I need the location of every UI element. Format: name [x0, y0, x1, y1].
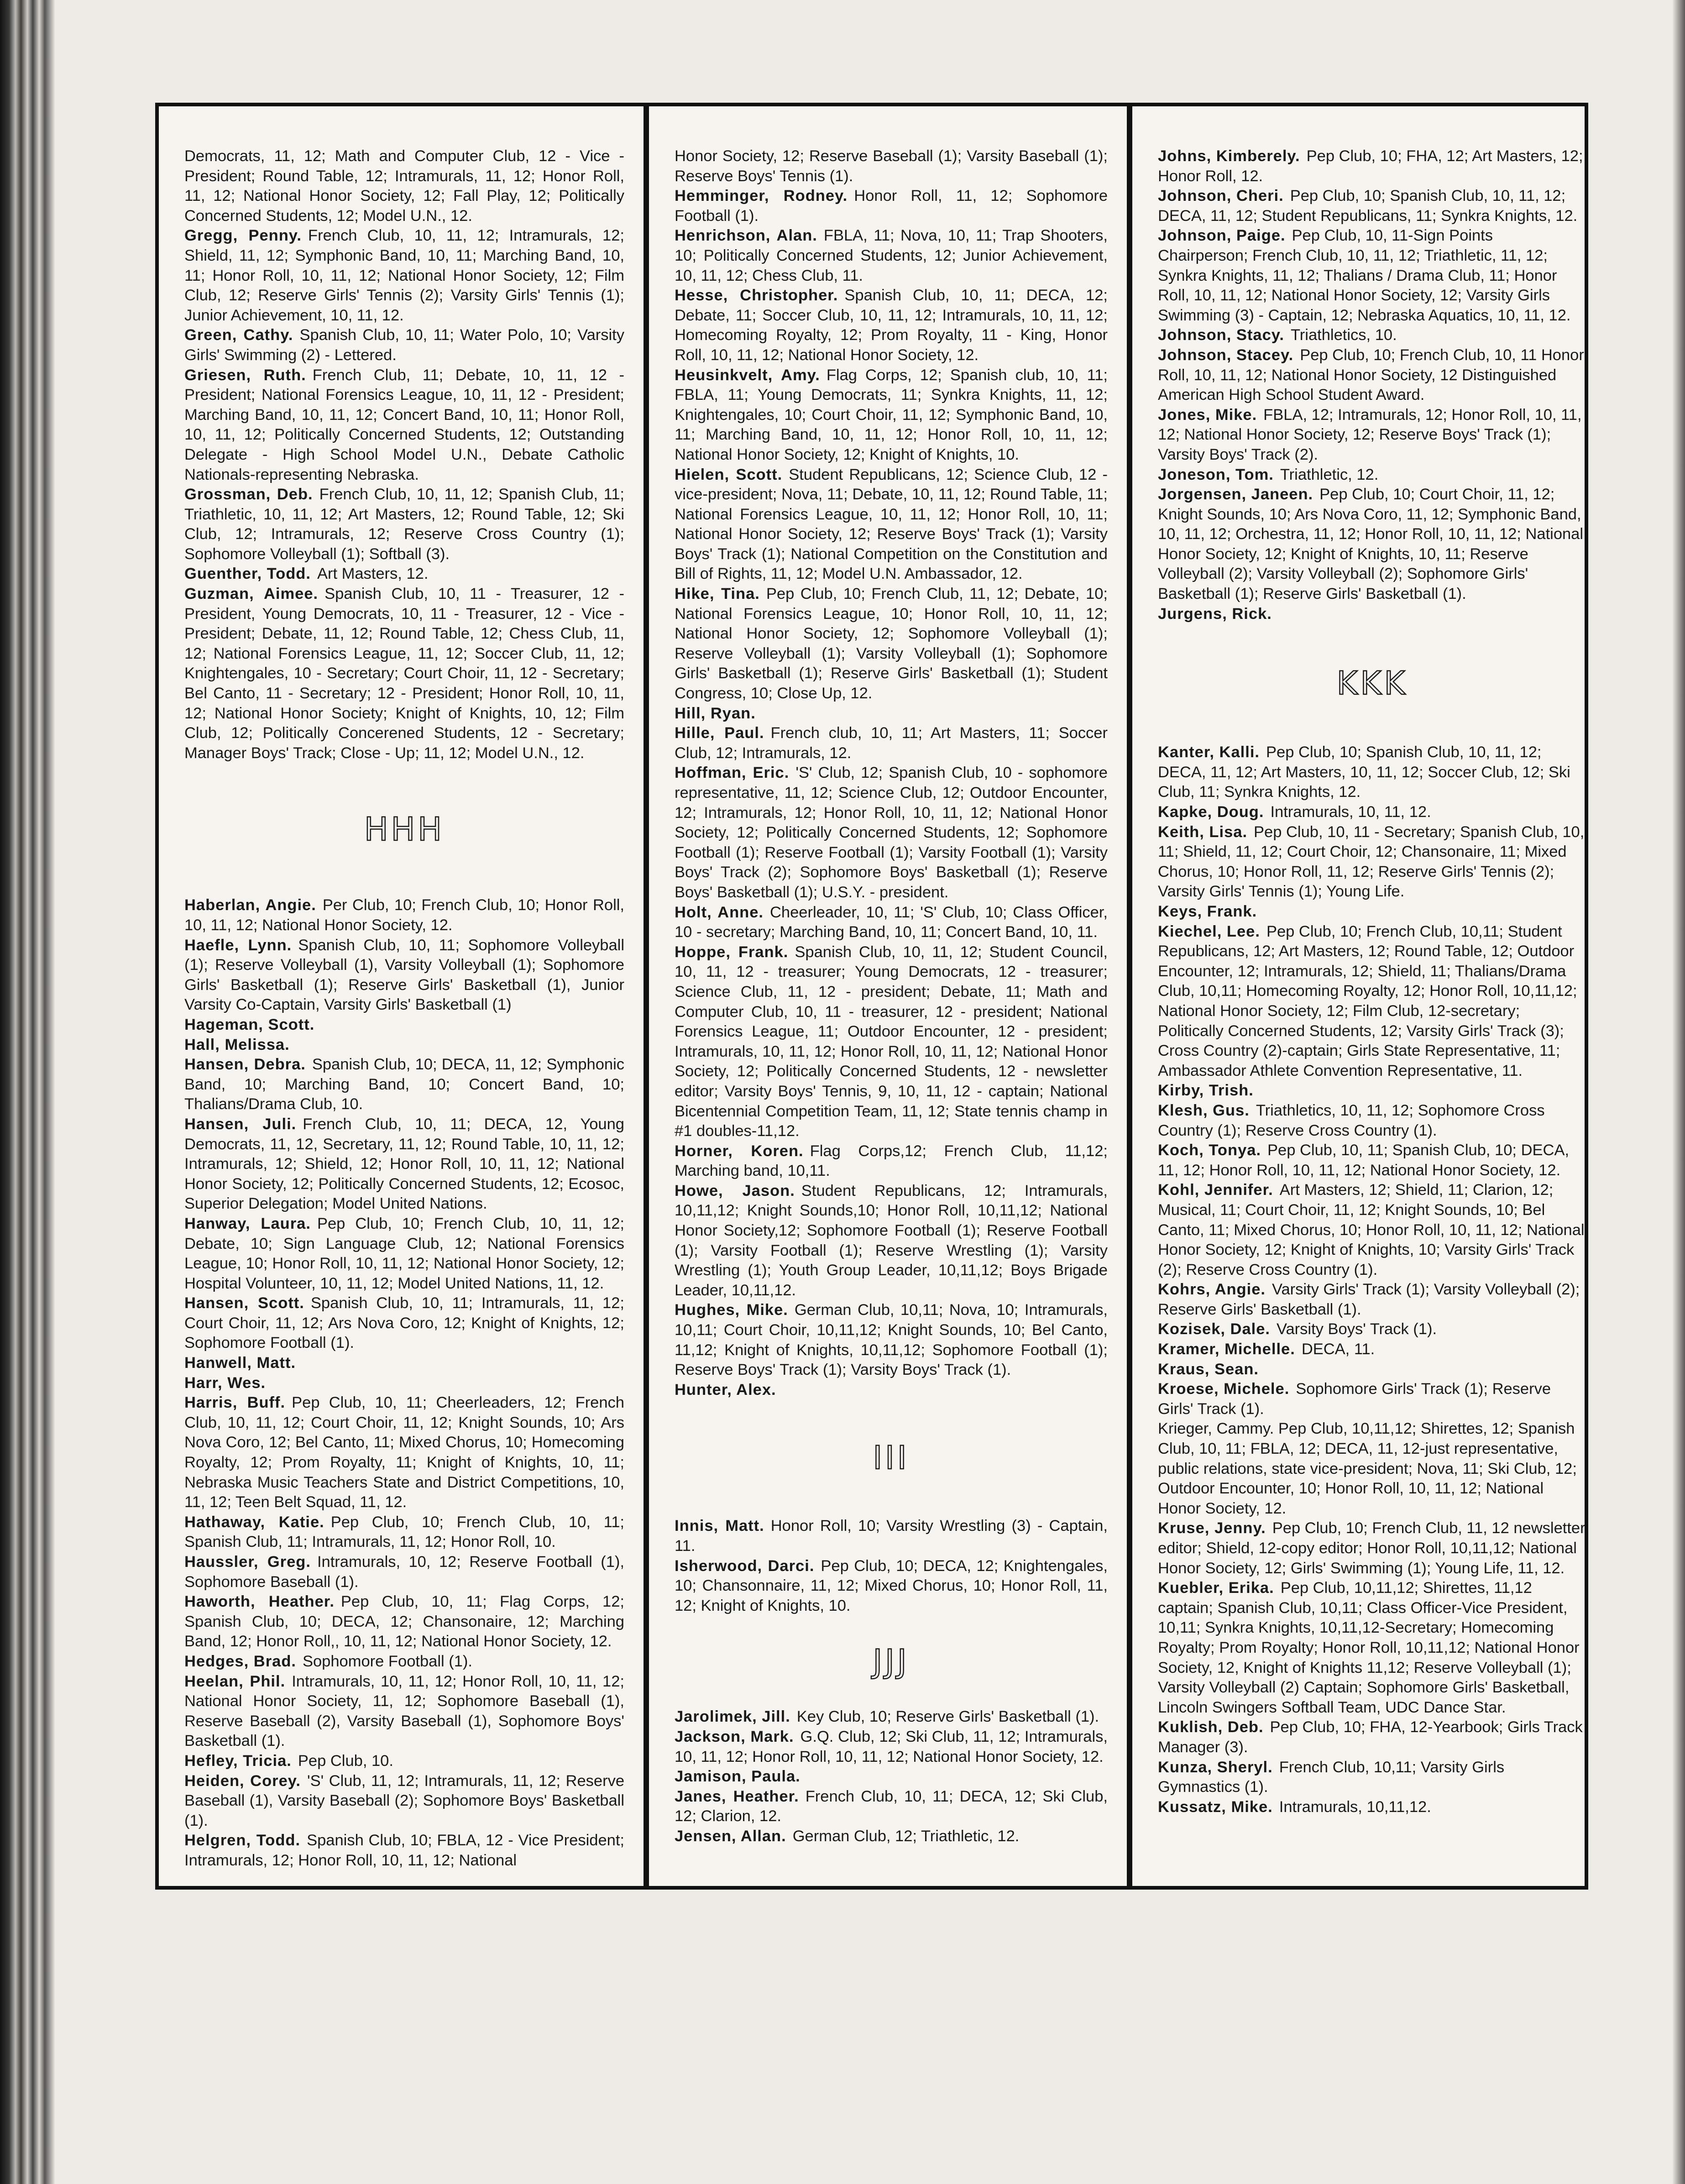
student-entry	[675, 465, 1108, 585]
section-header-h: HHH	[364, 811, 445, 848]
student-name: Hansen, Scott.	[184, 1294, 304, 1312]
student-activities: Spanish Club, 10, 11; DECA, 12; Debate, 11; Soccer Club, 10, 11, 12; Intramurals, 10, 11, 12; Homecoming Royalty, 12; Prom Royalty, 11 - King, Honor Roll, 10, 11, 12; National Honor Society, 12.	[675, 287, 1108, 364]
entry-list	[1158, 147, 1586, 624]
student-entry	[1158, 1141, 1586, 1180]
student-name: Hageman, Scott.	[184, 1016, 315, 1033]
student-name: Hike, Tina.	[675, 585, 760, 603]
student-entry	[675, 763, 1108, 902]
student-name: Kramer, Michelle.	[1158, 1341, 1295, 1358]
student-activities: French Club, 10, 11; DECA, 12, Young Democrats, 11, 12, Secretary, 11, 12; Round Table, 10, 11, 12; Intramurals, 12; Shield, 12; Honor Roll, 10, 11, 12; National Honor Society, 12; Politically Concerned Students, 12; Ecosoc, Superior Delegation; Model United Nations.	[184, 1115, 624, 1213]
student-name: Hedges, Brad.	[184, 1652, 296, 1670]
column-2	[649, 106, 1127, 1886]
student-name: Johnson, Cheri.	[1158, 187, 1284, 205]
student-name: Kirby, Trish.	[1158, 1082, 1254, 1100]
student-entry	[184, 1592, 624, 1652]
student-entry	[1158, 604, 1586, 624]
student-activities: Spanish Club, 10, 11; Sophomore Volleyball (1); Reserve Volleyball (1), Varsity Volleyball (1); Sophomore Girls' Basketball (1); Reserve Girls' Basketball (1), Junior Varsity Co-Captain, Varsity Girls' Basketball (1)	[184, 936, 624, 1014]
student-activities: Per Club, 10; French Club, 10; Honor Roll, 10, 11, 12; National Honor Society, 12.	[184, 896, 624, 934]
student-name: Hoppe, Frank.	[675, 943, 789, 961]
student-name: Johnson, Stacey.	[1158, 346, 1294, 364]
student-entry	[184, 1035, 624, 1055]
page-edge	[1672, 0, 1685, 2184]
student-entry	[675, 903, 1108, 943]
student-name: Hielen, Scott.	[675, 466, 783, 483]
student-entry	[675, 286, 1108, 365]
student-activities: G.Q. Club, 12; Ski Club, 11, 12; Intramurals, 10, 11, 12; Honor Roll, 10, 11, 12; National Honor Society, 12.	[675, 1728, 1108, 1765]
student-activities: Art Masters, 12.	[317, 565, 429, 583]
student-entry	[1158, 465, 1586, 485]
student-name: Kraus, Sean.	[1158, 1360, 1259, 1378]
student-entry	[1158, 922, 1586, 1081]
student-activities: Honor Roll, 11, 12; Sophomore Football (1).	[675, 187, 1108, 225]
student-name: Kiechel, Lee.	[1158, 922, 1260, 940]
student-name: Henrichson, Alan.	[675, 227, 817, 245]
student-entry	[1158, 1578, 1586, 1718]
student-activities: Pep Club, 10, 11; Cheerleaders, 12; French Club, 10, 11, 12; Court Choir, 11, 12; Knight Sounds, 10; Ars Nova Coro, 12; Bel Canto, 11; Mixed Chorus, 10; Homecoming Royalty, 12; Prom Royalty, 11; Knight of Knights, 10, 11; Nebraska Music Teachers State and District Competitions, 10, 11, 12; Teen Belt Squad, 11, 12.	[184, 1394, 624, 1511]
student-name: Johnson, Stacy.	[1158, 326, 1285, 344]
student-entry	[675, 1181, 1108, 1301]
student-activities: Pep Club, 10; French Club, 10,11; Student Republicans, 12; Art Masters, 12; Round Table, 12; Outdoor Encounter, 12; Intramurals, 12; Shield, 11; Thalians/Drama Club, 10,11; Homecoming Royalty, 12; Honor Roll, 10,11,12; National Honor Society, 12; Film Club, 12-secretary; Politically Concerned Students, 12; Varsity Girls' Track (3); Cross Country (2)-captain; Girls State Representative, 11; Ambassador Athlete Convention Representative, 11.	[1158, 922, 1577, 1079]
student-name: Heusinkvelt, Amy.	[675, 366, 820, 384]
student-activities: Pep Club, 10, 11-Sign Points Chairperson; French Club, 10, 11, 12; Triathletic, 11, 12; Synkra Knights, 11, 12; Thalians / Drama Club, 11; Honor Roll, 10, 11, 12; National Honor Society, 12; Varsity Girls Swimming (3) - Captain, 12; Nebraska Aquatics, 10, 11, 12.	[1158, 227, 1571, 324]
student-name: Kapke, Doug.	[1158, 803, 1264, 821]
student-activities: German Club, 10,11; Nova, 10; Intramurals, 10,11; Court Choir, 10,11,12; Knight Sounds, 10; Bel Canto, 11,12; Knight of Knights, 10,11,12; Sophomore Football (1); Reserve Boys' Track (1); Varsity Boys' Track (1).	[675, 1301, 1108, 1379]
student-name: Hanway, Laura.	[184, 1215, 311, 1232]
student-activities: Intramurals, 10, 11, 12; Honor Roll, 10, 11, 12; National Honor Society, 11, 12; Sophomore Baseball (1), Reserve Baseball (2), Varsity Baseball (1), Sophomore Boys' Basketball (1).	[184, 1672, 625, 1750]
section-header-i: III	[873, 1439, 910, 1477]
student-entry	[675, 226, 1108, 286]
student-activities: French Club, 10,11; Varsity Girls Gymnastics (1).	[1158, 1758, 1505, 1796]
student-name: Hanwell, Matt.	[184, 1354, 296, 1372]
student-activities: Pep Club, 10, 11; Flag Corps, 12; Spanish Club, 10; DECA, 12; Chansonaire, 12; Marching Band, 12; Honor Roll,, 10, 11, 12; National Honor Society, 12.	[184, 1593, 624, 1650]
student-entry	[675, 186, 1108, 226]
student-entry	[184, 564, 624, 584]
student-name: Hughes, Mike.	[675, 1301, 788, 1319]
student-entry	[675, 147, 1108, 186]
student-activities: Triathletic, 12.	[1280, 466, 1379, 483]
student-name: Griesen, Ruth.	[184, 366, 306, 384]
student-entry	[675, 943, 1108, 1142]
student-entry	[1158, 1340, 1586, 1360]
student-activities: Sophomore Girls' Track (1); Reserve Girls' Track (1).	[1158, 1380, 1551, 1418]
student-entry	[1158, 147, 1586, 186]
student-entry	[184, 325, 624, 365]
student-activities: Honor Roll, 10; Varsity Wrestling (3) - Captain, 11.	[675, 1517, 1108, 1555]
student-activities: Spanish Club, 10, 11, 12; Student Council, 10, 11, 12 - treasurer; Young Democrats, 12 - treasurer; Science Club, 11, 12 - president; Debate, 11; Math and Computer Club, 10, 11 - treasurer, 12 - president; National Forensics League, 11; Outdoor Encounter, 12 - president; Intramurals, 10, 11, 12; Honor Roll, 10, 11, 12; National Honor Society, 12; Politically Concerned Students, 12 - newsletter editor; Varsity Boys' Tennis, 9, 10, 11, 12 - captain; National Bicentennial Competition Team, 11, 12; State tennis champ in #1 doubles-11,12.	[675, 943, 1108, 1140]
student-activities: Intramurals, 10, 11, 12.	[1270, 803, 1431, 821]
student-name: Kuebler, Erika.	[1158, 1579, 1274, 1597]
student-name: Kruse, Jenny.	[1158, 1519, 1266, 1537]
student-activities: Flag Corps, 12; Spanish club, 10, 11; FBLA, 11; Young Democrats, 11; Synkra Knights, 11, 12; Knightengales, 10; Court Choir, 11, 12; Symphonic Band, 10, 11; Marching Band, 10, 11, 12; Honor Roll, 10, 11, 12; National Honor Society, 12; Knight of Knights, 10.	[675, 366, 1108, 463]
student-name: Hill, Ryan.	[675, 704, 756, 722]
student-entry	[184, 485, 624, 564]
student-name: Hille, Paul.	[675, 724, 764, 742]
student-name: Kussatz, Mike.	[1158, 1798, 1273, 1816]
student-activities: French Club, 11; Debate, 10, 11, 12 - President; National Forensics League, 10, 11, 12 - President; Marching Band, 10, 11, 12; Concert Band, 10, 11; Honor Roll, 10, 11, 12; Politically Concerned Students, 12; Outstanding Delegate - High School Model U.N., Debate Catholic Nationals-representing Nebraska.	[184, 366, 624, 483]
student-name: Guzman, Aimee.	[184, 585, 319, 603]
student-activities: Triathletics, 10.	[1291, 326, 1397, 344]
student-entry	[675, 1300, 1108, 1380]
student-activities: Pep Club, 10; French Club, 10, 11, 12; Debate, 10; Sign Language Club, 12; National Forensics League, 10; Honor Roll, 10, 11, 12; National Honor Society, 12; Hospital Volunteer, 10, 11, 12; Model United Nations, 11, 12.	[184, 1215, 624, 1292]
student-activities: French club, 10, 11; Art Masters, 11; Soccer Club, 12; Intramurals, 12.	[675, 724, 1108, 762]
page-frame	[155, 103, 1588, 1890]
student-activities: Cheerleader, 10, 11; 'S' Club, 10; Class Officer, 10 - secretary; Marching Band, 10, 11; Concert Band, 10, 11.	[675, 903, 1108, 941]
student-entry	[675, 723, 1108, 763]
student-name: Kohl, Jennifer.	[1158, 1181, 1273, 1199]
student-activities: French Club, 10, 11; DECA, 12; Ski Club, 12; Clarion, 12.	[675, 1787, 1108, 1825]
student-entry	[184, 1115, 624, 1214]
student-name: Harr, Wes.	[184, 1374, 266, 1392]
student-name: Johnson, Paige.	[1158, 227, 1286, 245]
student-name: Janes, Heather.	[675, 1787, 799, 1805]
student-entry	[184, 1513, 624, 1552]
student-entry	[184, 366, 624, 485]
student-name: Innis, Matt.	[675, 1517, 764, 1535]
student-name: Holt, Anne.	[675, 903, 764, 921]
student-name: Kunza, Sheryl.	[1158, 1758, 1273, 1776]
student-name: Guenther, Todd.	[184, 565, 311, 583]
student-entry	[1158, 822, 1586, 902]
student-activities: Democrats, 11, 12; Math and Computer Club, 12 - Vice - President; Round Table, 12; Intramurals, 11, 12; Honor Roll, 11, 12; National Honor Society, 12; Fall Play, 12; Politically Concerned Students, 12; Model U.N., 12.	[184, 147, 624, 225]
student-entry	[184, 1353, 624, 1373]
student-entry	[675, 1516, 1108, 1556]
student-activities: Pep Club, 10; FHA, 12-Yearbook; Girls Track Manager (3).	[1158, 1718, 1583, 1756]
student-entry	[675, 366, 1108, 465]
student-name: Jensen, Allan.	[675, 1827, 786, 1845]
student-entry	[1158, 1081, 1586, 1101]
student-activities: Intramurals, 10, 12; Reserve Football (1), Sophomore Baseball (1).	[184, 1553, 625, 1591]
student-activities: Pep Club, 10; Court Choir, 11, 12; Knight Sounds, 10; Ars Nova Coro, 11, 12; Symphonic Band, 10, 11, 12; Orchestra, 11, 12; Honor Roll, 10, 11, 12; National Honor Society, 12; Knight of Knights, 10, 11; Reserve Volleyball (2); Varsity Volleyball (2); Sophomore Girls' Basketball (1); Reserve Girls' Basketball (1).	[1158, 486, 1584, 603]
student-activities: Varsity Girls' Track (1); Varsity Volleyball (2); Reserve Girls' Basketball (1).	[1158, 1281, 1580, 1318]
student-name: Kuklish, Deb.	[1158, 1718, 1264, 1736]
student-activities: FBLA, 11; Nova, 10, 11; Trap Shooters, 10; Politically Concerned Students, 12; Junior Achievement, 10, 11, 12; Chess Club, 11.	[675, 227, 1108, 284]
column-divider	[1127, 106, 1132, 1886]
student-name: Jarolimek, Jill.	[675, 1708, 790, 1726]
student-entry	[184, 1015, 624, 1035]
student-name: Hoffman, Eric.	[675, 764, 790, 782]
student-name: Hansen, Debra.	[184, 1056, 306, 1074]
student-activities: French Club, 10, 11, 12; Intramurals, 12; Shield, 11, 12; Symphonic Band, 10, 11; Marching Band, 10, 11; Honor Roll, 10, 11, 12; National Honor Society, 12; Film Club, 12; Reserve Girls' Tennis (2); Varsity Girls' Tennis (1); Junior Achievement, 10, 11, 12.	[184, 227, 624, 324]
student-name: Jorgensen, Janeen.	[1158, 486, 1313, 503]
entry-list	[675, 1707, 1108, 1846]
student-activities: German Club, 12; Triathletic, 12.	[792, 1827, 1020, 1845]
section-header-j: JJJ	[873, 1643, 910, 1681]
student-name: Harris, Buff.	[184, 1394, 286, 1412]
student-entry	[1158, 1360, 1586, 1380]
student-entry	[184, 147, 624, 226]
student-activities: Pep Club, 10; French Club, 10, 11; Spanish Club, 11; Intramurals, 11, 12; Honor Roll, 10.	[184, 1513, 625, 1551]
student-entry	[184, 226, 624, 325]
student-activities: Pep Club, 10,11,12; Shirettes, 11,12 captain; Spanish Club, 10,11; Class Officer-Vice President, 10,11; Synkra Knights, 10,11,12-Secretary; Homecoming Royalty; Prom Royalty; Honor Roll, 10,11,12; National Honor Society, 12, Knight of Knights 11,12; Reserve Volleyball (1); Varsity Volleyball (2) Captain; Sophomore Girls' Basketball, Lincoln Swingers Softball Team, UDC Dance Star.	[1158, 1579, 1580, 1716]
student-name: Howe, Jason.	[675, 1182, 795, 1199]
student-entry	[675, 1787, 1108, 1827]
student-activities: FBLA, 12; Intramurals, 12; Honor Roll, 10, 11, 12; National Honor Society, 12; Reserve Boys' Track (1); Varsity Boys' Track (2).	[1158, 406, 1582, 463]
student-entry	[184, 1771, 624, 1831]
student-name: Isherwood, Darci.	[675, 1557, 815, 1575]
student-activities: Sophomore Football (1).	[302, 1652, 473, 1670]
student-name: Johns, Kimberely.	[1158, 147, 1300, 165]
student-name: Haefle, Lynn.	[184, 936, 292, 954]
student-name: Jones, Mike.	[1158, 406, 1257, 424]
student-name: Jackson, Mark.	[675, 1728, 794, 1745]
student-entry	[184, 584, 624, 763]
student-activities: Varsity Boys' Track (1).	[1277, 1320, 1437, 1338]
student-name: Jurgens, Rick.	[1158, 605, 1272, 623]
student-name: Gregg, Penny.	[184, 227, 302, 245]
student-entry	[1158, 902, 1586, 922]
entry-list	[1158, 743, 1586, 1817]
entry-list	[184, 147, 624, 763]
student-entry	[675, 1556, 1108, 1616]
student-entry	[1158, 1419, 1586, 1519]
entry-list	[675, 147, 1108, 1400]
student-entry	[1158, 1519, 1586, 1578]
student-entry	[1158, 1280, 1586, 1320]
student-activities: Pep Club, 10; French Club, 11, 12; Debate, 10; National Forensics League, 10; Honor Roll, 10, 11, 12; National Honor Society, 12; Sophomore Volleyball (1); Reserve Volleyball (1); Varsity Volleyball (1); Sophomore Girls' Basketball (1); Reserve Girls' Basketball (1); Student Congress, 10; Close Up, 12.	[675, 585, 1108, 702]
student-activities: Pep Club, 10; French Club, 11, 12 newsletter editor; Shield, 12-copy editor; Honor Roll, 10,11,12; National Honor Society, 12; Girls' Swimming (1); Young Life, 11, 12.	[1158, 1519, 1586, 1577]
student-entry	[1158, 1101, 1586, 1141]
entry-list	[675, 1516, 1108, 1616]
student-name: Hansen, Juli.	[184, 1115, 297, 1133]
student-entry	[1158, 1379, 1586, 1419]
student-name: Hall, Melissa.	[184, 1036, 290, 1053]
student-name: Kroese, Michele.	[1158, 1380, 1290, 1398]
student-entry	[1158, 226, 1586, 325]
student-name: Hesse, Christopher.	[675, 287, 838, 304]
student-entry	[675, 1707, 1108, 1727]
student-activities: Art Masters, 12; Shield, 11; Clarion, 12; Musical, 11; Court Choir, 11, 12; Knight Sounds, 10; Bel Canto, 11; Mixed Chorus, 10; Honor Roll, 10, 11, 12; National Honor Society, 12; Knight of Knights, 10; Varsity Girls' Track (2); Reserve Cross Country (1).	[1158, 1181, 1585, 1278]
student-name: Haberlan, Angie.	[184, 896, 316, 914]
student-entry	[184, 896, 624, 935]
student-activities: Spanish Club, 10, 11; Intramurals, 11, 12; Court Choir, 11, 12; Ars Nova Coro, 12; Knight of Knights, 12; Sophomore Football (1).	[184, 1294, 624, 1352]
column-1	[159, 106, 644, 1886]
student-activities: Pep Club, 10; French Club, 10, 11 Honor Roll, 10, 11, 12; National Honor Society, 12 Distinguished American High School Student Award.	[1158, 346, 1584, 404]
student-activities: Spanish Club, 10; DECA, 11, 12; Symphonic Band, 10; Marching Band, 10; Concert Band, 10; Thalians/Drama Club, 10.	[184, 1056, 624, 1113]
student-name: Hathaway, Katie.	[184, 1513, 324, 1531]
column-3	[1132, 106, 1586, 1886]
student-name: Hunter, Alex.	[675, 1381, 776, 1398]
book-binding	[0, 0, 55, 2184]
student-entry	[1158, 186, 1586, 226]
student-activities: Spanish Club, 10, 11 - Treasurer, 12 - President, Young Democrats, 10, 11 - Treasurer, 12 - Vice - President; Debate, 11, 12; Round Table, 12; Chess Club, 11, 12; National Forensics League, 11, 12; Soccer Club, 11, 12; Knightengales, 10 - Secretary; Court Choir, 11, 12 - Secretary; Bel Canto, 11 - Secretary; 12 - President; Honor Roll, 10, 11, 12; National Honor Society; Knight of Knights, 10, 12; Film Club, 12; Politically Concerened Students, 12 - Secretary; Manager Boys' Track; Close - Up; 11, 12; Model U.N., 12.	[184, 585, 624, 762]
student-name: Helgren, Todd.	[184, 1832, 301, 1849]
student-name: Haussler, Greg.	[184, 1553, 311, 1571]
student-entry	[184, 1552, 624, 1592]
student-activities: Pep Club, 10, 11 - Secretary; Spanish Club, 10, 11; Shield, 11, 12; Court Choir, 12; Chansonaire, 11; Mixed Chorus, 10; Honor Roll, 11, 12; Reserve Girls' Tennis (2); Varsity Girls' Tennis (1); Young Life.	[1158, 823, 1585, 901]
student-activities: Spanish Club, 10, 11; Water Polo, 10; Varsity Girls' Swimming (2) - Lettered.	[184, 326, 624, 364]
student-name: Joneson, Tom.	[1158, 466, 1274, 483]
student-entry	[675, 1827, 1108, 1847]
student-activities: 'S' Club, 12; Spanish Club, 10 - sophomore representative, 11, 12; Science Club, 12; Outdoor Encounter, 12; Intramurals, 12; Honor Roll, 10, 11, 12; National Honor Society, 12; Politically Concerned Students, 12; Sophomore Football (1); Reserve Football (1); Varsity Football (1); Varsity Boys' Track (2); Sophomore Boys' Basketball (1); Reserve Boys' Basketball (1); U.S.Y. - president.	[675, 764, 1108, 901]
student-entry	[675, 1767, 1108, 1787]
student-name: Klesh, Gus.	[1158, 1101, 1250, 1119]
student-activities: Student Republicans, 12; Science Club, 12 - vice-president; Nova, 11; Debate, 10, 11, 12; Round Table, 11; National Forensics League, 10, 11, 12; Honor Roll, 10, 11; National Honor Society, 12; Reserve Boys' Track (1); Varsity Boys' Track (1); National Competition on the Constitution and Bill of Rights, 11, 12; Model U.N. Ambassador, 12.	[675, 466, 1108, 583]
student-entry	[1158, 743, 1586, 802]
student-entry	[675, 584, 1108, 704]
student-activities: Pep Club, 10; Spanish Club, 10, 11, 12; DECA, 11, 12; Art Masters, 10, 11, 12; Soccer Club, 12; Ski Club, 11; Synkra Knights, 12.	[1158, 744, 1570, 801]
student-activities: 'S' Club, 11, 12; Intramurals, 11, 12; Reserve Baseball (1), Varsity Baseball (2); Sophomore Boys' Basketball (1).	[184, 1772, 625, 1829]
student-name: Green, Cathy.	[184, 326, 293, 344]
student-name: Grossman, Deb.	[184, 486, 313, 503]
student-activities: Student Republicans, 12; Intramurals, 10,11,12; Knight Sounds,10; Honor Roll, 10,11,12; National Honor Society,12; Sophomore Football (1); Reserve Football (1); Varsity Football (1); Reserve Wrestling (1); Varsity Wrestling (1); Youth Group Leader, 10,11,12; Boys Brigade Leader, 10,11,12.	[675, 1182, 1108, 1299]
student-activities: Flag Corps,12; French Club, 11,12; Marching band, 10,11.	[675, 1142, 1108, 1180]
student-name: Hefley, Tricia.	[184, 1752, 292, 1770]
student-name: Kozisek, Dale.	[1158, 1320, 1271, 1338]
student-entry	[1158, 802, 1586, 822]
student-activities: Triathletics, 10, 11, 12; Sophomore Cross Country (1); Reserve Cross Country (1).	[1158, 1101, 1545, 1139]
student-activities: Pep Club, 10, 11; Spanish Club, 10; DECA, 11, 12; Honor Roll, 10, 11, 12; National Honor Society, 12.	[1158, 1142, 1570, 1179]
student-entry	[1158, 485, 1586, 604]
student-name: Keith, Lisa.	[1158, 823, 1248, 841]
student-entry	[184, 1055, 624, 1115]
student-name: Hemminger, Rodney.	[675, 187, 848, 205]
student-activities: Honor Society, 12; Reserve Baseball (1); Varsity Baseball (1); Reserve Boys' Tennis (1).	[675, 147, 1108, 185]
student-activities: Pep Club, 10; DECA, 12; Knightengales, 10; Chansonnaire, 11, 12; Mixed Chorus, 10; Honor Roll, 11, 12; Knight of Knights, 10.	[675, 1557, 1108, 1614]
student-activities: Pep Club, 10; FHA, 12; Art Masters, 12; Honor Roll, 12.	[1158, 147, 1583, 185]
student-entry	[675, 1142, 1108, 1181]
student-entry	[1158, 1718, 1586, 1757]
student-entry	[184, 1672, 624, 1751]
student-name: Haworth, Heather.	[184, 1593, 335, 1611]
student-entry	[1158, 1797, 1586, 1817]
student-activities: Krieger, Cammy. Pep Club, 10,11,12; Shirettes, 12; Spanish Club, 10, 11; FBLA, 12; DECA, 11, 12-just representative, public relations, state vice-president; Nova, 11; Ski Club, 12; Outdoor Encounter, 10; Honor Roll, 10, 11, 12; National Honor Society, 12.	[1158, 1420, 1577, 1517]
student-entry	[184, 1393, 624, 1513]
student-activities: Pep Club, 10.	[298, 1752, 393, 1770]
student-activities: Key Club, 10; Reserve Girls' Basketball (1).	[796, 1708, 1099, 1726]
student-name: Kohrs, Angie.	[1158, 1281, 1266, 1299]
student-name: Keys, Frank.	[1158, 903, 1257, 920]
student-entry	[1158, 1180, 1586, 1280]
student-activities: Pep Club, 10; Spanish Club, 10, 11, 12; DECA, 11, 12; Student Republicans, 11; Synkra Knights, 12.	[1158, 187, 1578, 225]
student-entry	[184, 1751, 624, 1771]
student-entry	[675, 704, 1108, 724]
student-entry	[1158, 346, 1586, 405]
student-entry	[1158, 405, 1586, 465]
student-name: Horner, Koren.	[675, 1142, 804, 1160]
student-name: Jamison, Paula.	[675, 1768, 801, 1786]
student-activities: Intramurals, 10,11,12.	[1279, 1798, 1431, 1816]
student-entry	[675, 1727, 1108, 1767]
student-entry	[184, 1294, 624, 1353]
section-header-k: KKK	[1336, 665, 1408, 702]
entry-list	[184, 896, 624, 1870]
student-entry	[1158, 1758, 1586, 1797]
student-name: Heiden, Corey.	[184, 1772, 301, 1790]
student-entry	[184, 1831, 624, 1870]
student-activities: Spanish Club, 10; FBLA, 12 - Vice President; Intramurals, 12; Honor Roll, 10, 11, 12; National	[184, 1832, 624, 1869]
student-entry	[184, 1652, 624, 1672]
student-entry	[675, 1380, 1108, 1400]
student-name: Koch, Tonya.	[1158, 1142, 1261, 1159]
student-name: Heelan, Phil.	[184, 1672, 286, 1690]
student-entry	[1158, 325, 1586, 346]
column-divider	[644, 106, 649, 1886]
student-name: Kanter, Kalli.	[1158, 744, 1260, 761]
student-activities: DECA, 11.	[1301, 1341, 1375, 1358]
student-entry	[184, 1214, 624, 1294]
student-entry	[1158, 1320, 1586, 1340]
student-activities: French Club, 10, 11, 12; Spanish Club, 11; Triathletic, 10, 11, 12; Art Masters, 12; Round Table, 12; Ski Club, 12; Intramurals, 12; Reserve Cross Country (1); Sophomore Volleyball (1); Softball (3).	[184, 486, 624, 563]
student-entry	[184, 936, 624, 1015]
student-entry	[184, 1373, 624, 1393]
